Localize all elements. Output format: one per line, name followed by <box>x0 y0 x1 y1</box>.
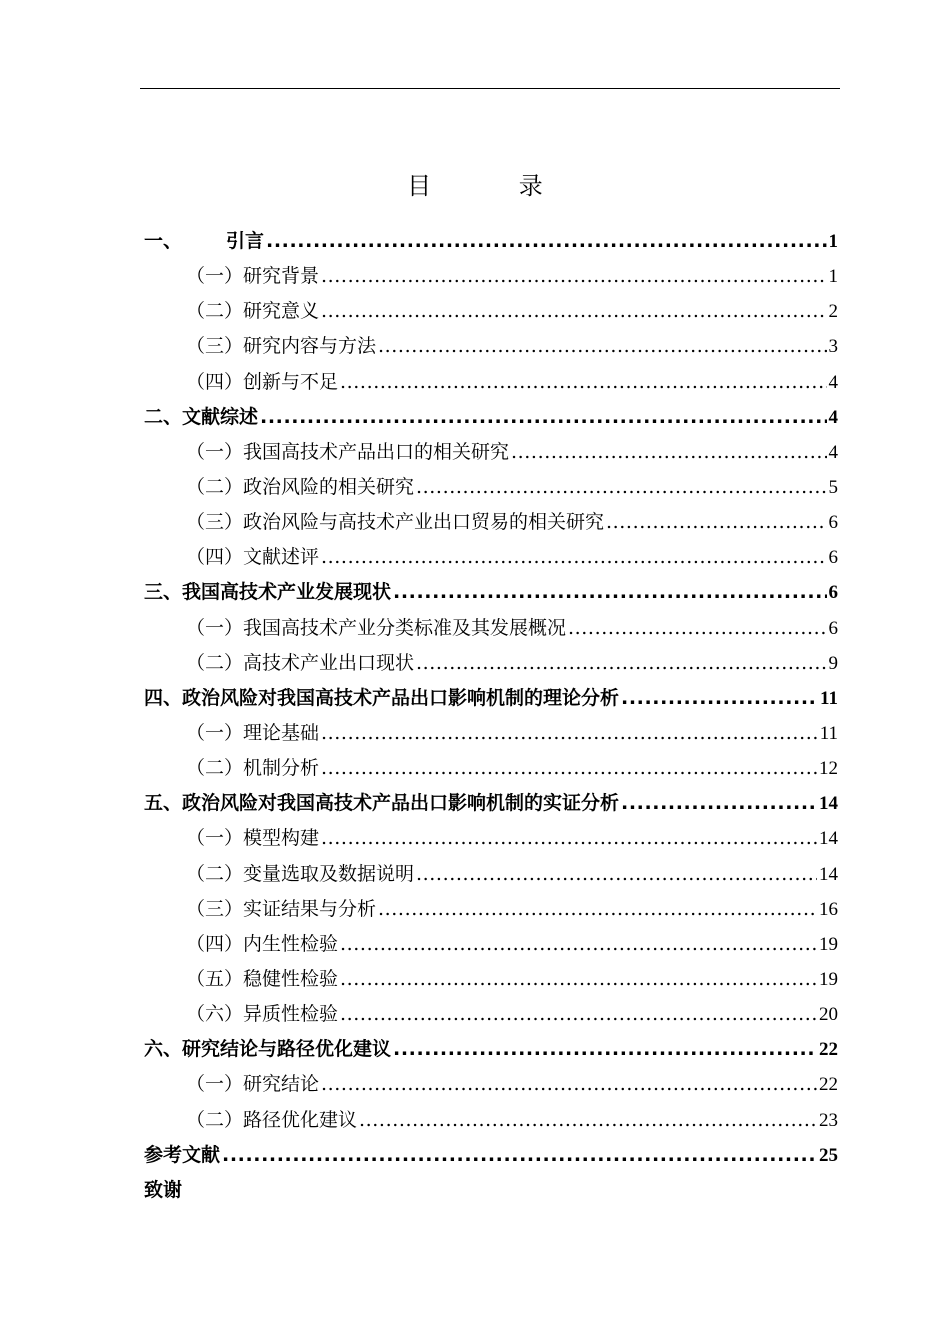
toc-entry-text: （二）机制分析 <box>186 757 320 780</box>
toc-entry[interactable] <box>144 365 838 400</box>
dot-leader <box>416 857 817 892</box>
dot-leader <box>340 962 817 997</box>
dot-leader <box>393 1032 817 1067</box>
toc-entry[interactable] <box>144 646 838 681</box>
toc-entry-text: 致谢 <box>144 1178 183 1201</box>
dot-leader <box>416 470 826 505</box>
toc-entry[interactable] <box>144 575 838 610</box>
dot-leader <box>321 821 817 856</box>
toc-page-number: 1 <box>828 266 838 288</box>
toc-page-number: 14 <box>819 793 838 815</box>
toc-entry[interactable] <box>144 329 838 364</box>
toc-entry[interactable] <box>144 294 838 329</box>
toc-entry-text: （一）模型构建 <box>186 827 320 850</box>
toc-page-number: 19 <box>819 968 838 990</box>
dot-leader <box>378 329 826 364</box>
toc-entry[interactable] <box>144 681 838 716</box>
toc-entry[interactable] <box>144 505 838 540</box>
toc-entry-text: 六、研究结论与路径优化建议 <box>144 1038 392 1061</box>
toc-entry-text: 参考文献 <box>144 1143 221 1166</box>
toc-entry[interactable] <box>144 1173 838 1208</box>
dot-leader <box>321 751 817 786</box>
toc-entry-text: 五、政治风险对我国高技术产品出口影响机制的实证分析 <box>144 792 620 815</box>
toc-entry-number: 一、 <box>144 230 183 252</box>
dot-leader <box>321 294 826 329</box>
toc-page-number: 5 <box>828 476 838 498</box>
toc-page-number: 6 <box>828 512 838 534</box>
toc-page-number: 19 <box>819 933 838 955</box>
toc-entry[interactable] <box>144 997 838 1032</box>
toc-entry[interactable] <box>144 540 838 575</box>
dot-leader <box>621 681 818 716</box>
toc-page-number: 25 <box>819 1144 838 1166</box>
toc-page-number: 11 <box>820 687 838 709</box>
toc-entry-text: （三）政治风险与高技术产业出口贸易的相关研究 <box>186 511 605 534</box>
toc-page-number: 4 <box>828 406 838 428</box>
dot-leader <box>340 927 817 962</box>
toc-entry[interactable] <box>144 1103 838 1138</box>
dot-leader <box>621 786 817 821</box>
dot-leader <box>606 505 826 540</box>
toc-entry-text: （二）变量选取及数据说明 <box>186 862 415 885</box>
toc-page-number: 11 <box>819 722 838 744</box>
dot-leader <box>393 575 826 610</box>
toc-entry-text: （三）研究内容与方法 <box>186 335 377 358</box>
toc-entry-text: （六）异质性检验 <box>186 1003 339 1026</box>
toc-entry-text: 三、我国高技术产业发展现状 <box>144 581 392 604</box>
toc-entry-text: （二）高技术产业出口现状 <box>186 651 415 674</box>
toc-entry[interactable] <box>144 716 838 751</box>
toc-entry-text: （一）理论基础 <box>186 721 320 744</box>
dot-leader <box>321 259 826 294</box>
toc-page-number: 4 <box>828 441 838 463</box>
toc-page-number: 22 <box>819 1074 838 1096</box>
toc-entry[interactable] <box>144 435 838 470</box>
toc-page-number: 4 <box>828 371 838 393</box>
toc-entry-text: （二）研究意义 <box>186 300 320 323</box>
page-title: 目 录 <box>407 172 583 201</box>
toc-page-number: 23 <box>819 1109 838 1131</box>
toc-entry[interactable] <box>144 1138 838 1173</box>
dot-leader <box>321 716 818 751</box>
table-of-contents <box>144 224 838 1208</box>
dot-leader <box>340 997 817 1032</box>
dot-leader <box>416 646 826 681</box>
dot-leader <box>340 365 826 400</box>
toc-entry[interactable] <box>144 751 838 786</box>
toc-page-number: 6 <box>828 617 838 639</box>
toc-entry-text: 二、文献综述 <box>144 405 259 428</box>
toc-entry-text: （三）实证结果与分析 <box>186 897 377 920</box>
dot-leader <box>321 540 826 575</box>
toc-entry[interactable] <box>144 470 838 505</box>
toc-entry[interactable] <box>144 259 838 294</box>
header-rule <box>140 88 840 89</box>
toc-page-number: 6 <box>828 582 838 604</box>
toc-entry-text: （四）内生性检验 <box>186 932 339 955</box>
toc-entry-text: （一）我国高技术产品出口的相关研究 <box>186 440 510 463</box>
dot-leader <box>378 892 817 927</box>
toc-entry-text: （一）我国高技术产业分类标准及其发展概况 <box>186 616 567 639</box>
toc-entry-text: （四）文献述评 <box>186 546 320 569</box>
toc-entry[interactable] <box>144 821 838 856</box>
dot-leader <box>260 400 826 435</box>
toc-page-number: 2 <box>828 301 838 323</box>
dot-leader <box>321 1067 817 1102</box>
toc-page-number: 16 <box>819 898 838 920</box>
toc-entry[interactable] <box>144 892 838 927</box>
dot-leader <box>359 1103 817 1138</box>
toc-page-number: 1 <box>828 231 838 252</box>
toc-entry[interactable] <box>144 224 838 259</box>
toc-page-number: 22 <box>819 1039 838 1061</box>
toc-page-number: 14 <box>819 863 838 885</box>
toc-entry-text: （一）研究结论 <box>186 1073 320 1096</box>
toc-entry-text: （五）稳健性检验 <box>186 967 339 990</box>
dot-leader <box>266 224 826 259</box>
toc-entry-text: （二）路径优化建议 <box>186 1108 358 1131</box>
toc-page-number: 12 <box>819 758 838 780</box>
toc-entry-text: （一）研究背景 <box>186 265 320 288</box>
toc-page-number: 20 <box>819 1004 838 1026</box>
toc-entry[interactable] <box>144 927 838 962</box>
toc-entry[interactable] <box>144 400 838 435</box>
toc-page-number: 3 <box>828 336 838 358</box>
toc-page-number: 14 <box>819 828 838 850</box>
toc-entry[interactable] <box>144 857 838 892</box>
dot-leader <box>511 435 826 470</box>
toc-entry-text: （二）政治风险的相关研究 <box>186 475 415 498</box>
toc-entry-text: （四）创新与不足 <box>186 370 339 393</box>
toc-entry[interactable] <box>144 1067 838 1102</box>
dot-leader <box>568 611 826 646</box>
toc-entry[interactable] <box>144 962 838 997</box>
toc-entry[interactable] <box>144 786 838 821</box>
toc-entry[interactable] <box>144 611 838 646</box>
dot-leader <box>222 1138 817 1173</box>
toc-page-number: 6 <box>828 547 838 569</box>
toc-entry-text: 引言 <box>226 230 265 252</box>
toc-entry[interactable] <box>144 1032 838 1067</box>
toc-entry-text: 四、政治风险对我国高技术产品出口影响机制的理论分析 <box>144 686 620 709</box>
toc-page-number: 9 <box>828 652 838 674</box>
